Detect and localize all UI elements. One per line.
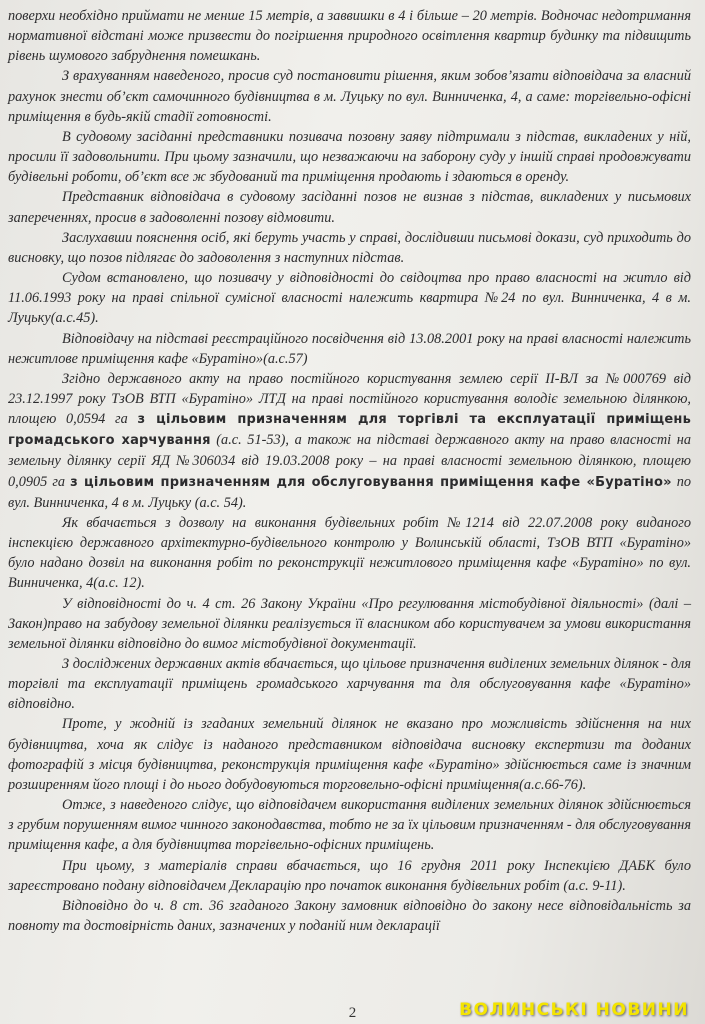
text-run: Судом встановлено, що позивачу у відповідності до свідоцтва про право власності на житло від 11.06.1993 року на праві спільної сумісної власності належить квартира №24 по вул. Винниченка, 4 в м. Луцьку(а.с.45). (8, 270, 691, 327)
paragraph (8, 795, 691, 855)
paragraph (8, 268, 691, 328)
text-run: Відповідно до ч. 8 ст. 36 згаданого Закону замовник відповідно до закону несе відповідальність за повноту та достовірність даних, зазначених у поданій ним декларації (8, 897, 691, 935)
document-body (8, 6, 691, 936)
paragraph (8, 127, 691, 187)
text-run: по вул. Винниченка, 4 в м. Луцьку (а.с. 54). (8, 473, 692, 511)
paragraph (8, 187, 691, 227)
watermark-logo: ВОЛИНСЬКІ НОВИНИ (459, 1000, 689, 1020)
text-run: поверхи необхідно приймати не менше 15 метрів, а заввишки в 4 і більше – 20 метрів. Водночас недотримання нормативної відстані може призвести до погіршення природного освітлення квартир будинку та підвищить рівень шумового забруднення помешкань. (8, 8, 691, 65)
text-run: Відповідачу на підставі реєстраційного посвідчення від 13.08.2001 року на праві власності належить нежитлове приміщення кафе «Буратіно»(а.с.57) (8, 330, 691, 367)
text-run: Представник відповідача в судовому засіданні позов не визнав з підстав, викладених у письмових запереченнях, просив в задоволенні позову відмовити. (8, 189, 691, 226)
paragraph (8, 513, 691, 594)
text-run: (а.с. 51-53), а також на підставі державного акту на право власності на земельну ділянку серії ЯД №306034 від 19.03.2008 року – на праві власності земельною ділянкою, площею 0,0905 га (8, 432, 691, 490)
paragraph (8, 594, 691, 654)
paragraph (8, 714, 691, 795)
text-run: З досліджених державних актів вбачається, що цільове призначення виділених земельних ділянок - для торгівлі та експлуатації приміщень громадського харчування та для обслуговування кафе «Буратіно» відповідно. (8, 656, 691, 713)
text-run: Як вбачається з дозволу на виконання будівельних робіт №1214 від 22.07.2008 року виданого інспекцією державного архітектурно-будівельного контролю у Волинській області, ТзОВ ВТП «Буратіно» було надано дозвіл на виконання робіт по реконструкції нежитлового приміщення кафе «Буратіно» по вул. Винниченка, 4(а.с. 12). (8, 514, 691, 592)
paragraph (8, 66, 691, 126)
text-run: Проте, у жодній із згаданих земельний ділянок не вказано про можливість здійснення на них будівництва, хоча як слідує із наданого представником відповідача висновку експертизи та доданих фотографій з місця будівництва, реконструкція приміщення кафе «Буратіно» здійснюється саме із значним розширенням його площі і до нього добудовуються торговельно-офісні приміщення(а.с.66-76). (8, 716, 691, 793)
bold-text: з цільовим призначенням для обслуговування приміщення кафе «Буратіно» (70, 474, 672, 490)
paragraph (8, 896, 691, 936)
paragraph (8, 329, 691, 369)
paragraph (8, 6, 691, 66)
bold-text: з цільовим призначенням для торгівлі та експлуатації приміщень громадського харчування (8, 412, 692, 449)
text-run: При цьому, з матеріалів справи вбачається, що 16 грудня 2011 року Інспекцією ДАБК було зареєстровано подану відповідачем Декларацію про початок виконання будівельних робіт (а.с. 9-11). (8, 857, 691, 894)
text-run: Заслухавши пояснення осіб, які беруть участь у справі, дослідивши письмові докази, суд приходить до висновку, що позов підлягає до задоволення з наступних підстав. (8, 229, 691, 266)
paragraph (8, 654, 691, 714)
text-run: Отже, з наведеного слідує, що відповідачем використання виділених земельних ділянок здійснюється з грубим порушенням вимог чинного законодавства, тобто не за їх цільовим призначенням - для обслуговування приміщення кафе, а для будівництва торгівельно-офісних приміщень. (8, 797, 691, 854)
page-number: 2 (348, 1005, 357, 1021)
paragraph (8, 856, 691, 896)
text-run: З врахуванням наведеного, просив суд постановити рішення, яким зобов’язати відповідача за власний рахунок знести об’єкт самочинного будівництва в м. Луцьку по вул. Винниченка, 4, а саме: торгівельно-офісні приміщення в будь-якій стадії готовності. (8, 68, 691, 125)
text-run: Згідно державного акту на право постійного користування землею серії ІІ-ВЛ за №000769 від 23.12.1997 року ТзОВ ВТП «Буратіно» ЛТД на праві постійного користування володіє земельною ділянкою, площею 0,0594 га (8, 370, 691, 428)
text-run: У відповідності до ч. 4 ст. 26 Закону України «Про регулювання містобудівної діяльності» (далі – Закон)право на забудову земельної ділянки реалізується її власником або користувачем за умови використання земельної ділянки відповідно до вимог містобудівної документації. (8, 595, 691, 652)
paragraph (8, 228, 691, 268)
paragraph (8, 369, 691, 513)
text-run: В судовому засіданні представники позивача позовну заяву підтримали з підстав, викладених у ній, просили її задовольнити. При цьому зазначили, що незважаючи на заборону суду у іншій справі продовжувати будівельні роботи, об’єкт все ж збудований та приміщення продають і здаються в оренду. (8, 128, 691, 186)
